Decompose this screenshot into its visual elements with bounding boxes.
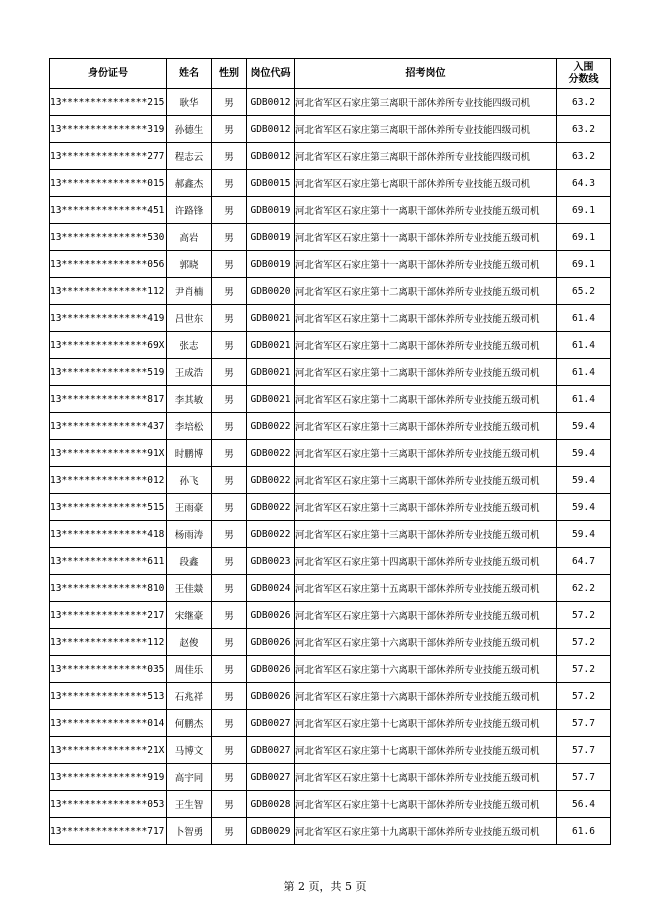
header-position: 招考岗位 (295, 59, 557, 89)
cell-code: GDB0022 (247, 467, 295, 494)
table-row (50, 89, 611, 116)
cell-id: 13***************035 (50, 656, 167, 683)
cell-id: 13***************513 (50, 683, 167, 710)
cell-id: 13***************717 (50, 818, 167, 845)
header-name: 姓名 (167, 59, 212, 89)
cell-name: 卜智勇 (167, 818, 212, 845)
cell-position: 河北省军区石家庄第三离职干部休养所专业技能四级司机 (295, 116, 557, 143)
cell-name: 马博文 (167, 737, 212, 764)
cell-code: GDB0023 (247, 548, 295, 575)
cell-position: 河北省军区石家庄第十七离职干部休养所专业技能五级司机 (295, 737, 557, 764)
cell-name: 郭晓 (167, 251, 212, 278)
cell-id: 13***************919 (50, 764, 167, 791)
cell-sex: 男 (212, 791, 247, 818)
cell-code: GDB0021 (247, 386, 295, 413)
table-row (50, 386, 611, 413)
cell-score: 56.4 (557, 791, 611, 818)
cell-name: 孙飞 (167, 467, 212, 494)
cell-id: 13***************530 (50, 224, 167, 251)
cell-score: 61.6 (557, 818, 611, 845)
cell-name: 石兆祥 (167, 683, 212, 710)
cell-score: 61.4 (557, 305, 611, 332)
cell-name: 高岩 (167, 224, 212, 251)
cell-sex: 男 (212, 521, 247, 548)
header-score-line1: 入围 (573, 61, 594, 73)
cell-position: 河北省军区石家庄第十二离职干部休养所专业技能五级司机 (295, 359, 557, 386)
cell-score: 69.1 (557, 251, 611, 278)
cell-id: 13***************215 (50, 89, 167, 116)
cell-name: 张志 (167, 332, 212, 359)
cell-name: 时鹏博 (167, 440, 212, 467)
header-id: 身份证号 (50, 59, 167, 89)
cell-sex: 男 (212, 197, 247, 224)
cell-score: 64.7 (557, 548, 611, 575)
cell-score: 64.3 (557, 170, 611, 197)
table-row (50, 278, 611, 305)
cell-code: GDB0022 (247, 440, 295, 467)
page-indicator: 第 2 页，共 5 页 (283, 880, 367, 893)
cell-code: GDB0022 (247, 494, 295, 521)
cell-score: 57.7 (557, 737, 611, 764)
cell-id: 13***************014 (50, 710, 167, 737)
table-row (50, 764, 611, 791)
table-row (50, 197, 611, 224)
cell-position: 河北省军区石家庄第十七离职干部休养所专业技能五级司机 (295, 710, 557, 737)
cell-position: 河北省军区石家庄第十一离职干部休养所专业技能五级司机 (295, 224, 557, 251)
cell-sex: 男 (212, 305, 247, 332)
cell-id: 13***************112 (50, 278, 167, 305)
cell-id: 13***************91X (50, 440, 167, 467)
table-row (50, 116, 611, 143)
cell-id: 13***************277 (50, 143, 167, 170)
cell-position: 河北省军区石家庄第七离职干部休养所专业技能五级司机 (295, 170, 557, 197)
cell-sex: 男 (212, 224, 247, 251)
cell-name: 王佳燚 (167, 575, 212, 602)
cell-id: 13***************451 (50, 197, 167, 224)
cell-position: 河北省军区石家庄第十一离职干部休养所专业技能五级司机 (295, 251, 557, 278)
cell-name: 王雨豪 (167, 494, 212, 521)
cell-score: 61.4 (557, 359, 611, 386)
cell-sex: 男 (212, 710, 247, 737)
cell-id: 13***************69X (50, 332, 167, 359)
cell-sex: 男 (212, 629, 247, 656)
cell-code: GDB0012 (247, 89, 295, 116)
cell-code: GDB0015 (247, 170, 295, 197)
cell-sex: 男 (212, 656, 247, 683)
results-table (49, 58, 611, 845)
cell-position: 河北省军区石家庄第十五离职干部休养所专业技能五级司机 (295, 575, 557, 602)
cell-score: 57.2 (557, 683, 611, 710)
cell-id: 13***************319 (50, 116, 167, 143)
cell-score: 63.2 (557, 89, 611, 116)
cell-position: 河北省军区石家庄第十二离职干部休养所专业技能五级司机 (295, 305, 557, 332)
cell-name: 高宇同 (167, 764, 212, 791)
cell-score: 63.2 (557, 143, 611, 170)
cell-position: 河北省军区石家庄第三离职干部休养所专业技能四级司机 (295, 89, 557, 116)
table-row (50, 143, 611, 170)
cell-sex: 男 (212, 278, 247, 305)
cell-id: 13***************515 (50, 494, 167, 521)
cell-name: 周佳乐 (167, 656, 212, 683)
cell-score: 57.7 (557, 764, 611, 791)
cell-position: 河北省军区石家庄第十九离职干部休养所专业技能五级司机 (295, 818, 557, 845)
table-row (50, 170, 611, 197)
cell-id: 13***************112 (50, 629, 167, 656)
cell-code: GDB0022 (247, 521, 295, 548)
cell-name: 吕世东 (167, 305, 212, 332)
cell-id: 13***************419 (50, 305, 167, 332)
cell-sex: 男 (212, 494, 247, 521)
cell-score: 69.1 (557, 224, 611, 251)
cell-id: 13***************053 (50, 791, 167, 818)
cell-id: 13***************817 (50, 386, 167, 413)
cell-score: 59.4 (557, 521, 611, 548)
cell-position: 河北省军区石家庄第十二离职干部休养所专业技能五级司机 (295, 386, 557, 413)
cell-name: 李培松 (167, 413, 212, 440)
cell-position: 河北省军区石家庄第十六离职干部休养所专业技能五级司机 (295, 629, 557, 656)
table-row (50, 305, 611, 332)
cell-code: GDB0026 (247, 683, 295, 710)
cell-position: 河北省军区石家庄第十三离职干部休养所专业技能五级司机 (295, 413, 557, 440)
cell-position: 河北省军区石家庄第十六离职干部休养所专业技能五级司机 (295, 602, 557, 629)
cell-id: 13***************810 (50, 575, 167, 602)
cell-position: 河北省军区石家庄第十六离职干部休养所专业技能五级司机 (295, 683, 557, 710)
table-body (50, 89, 611, 845)
header-score-line2: 分数线 (568, 73, 599, 85)
header-sex: 性别 (212, 59, 247, 89)
table-row (50, 656, 611, 683)
cell-id: 13***************611 (50, 548, 167, 575)
cell-name: 郝鑫杰 (167, 170, 212, 197)
cell-sex: 男 (212, 602, 247, 629)
cell-code: GDB0021 (247, 359, 295, 386)
table-row (50, 575, 611, 602)
cell-sex: 男 (212, 143, 247, 170)
cell-position: 河北省军区石家庄第三离职干部休养所专业技能四级司机 (295, 143, 557, 170)
cell-sex: 男 (212, 251, 247, 278)
cell-sex: 男 (212, 575, 247, 602)
cell-id: 13***************015 (50, 170, 167, 197)
cell-id: 13***************056 (50, 251, 167, 278)
cell-sex: 男 (212, 818, 247, 845)
cell-name: 段鑫 (167, 548, 212, 575)
cell-id: 13***************012 (50, 467, 167, 494)
table-row (50, 467, 611, 494)
cell-id: 13***************418 (50, 521, 167, 548)
table-row (50, 494, 611, 521)
cell-code: GDB0019 (247, 224, 295, 251)
cell-code: GDB0022 (247, 413, 295, 440)
table-row (50, 521, 611, 548)
header-code: 岗位代码 (247, 59, 295, 89)
cell-id: 13***************437 (50, 413, 167, 440)
cell-name: 程志云 (167, 143, 212, 170)
cell-code: GDB0021 (247, 305, 295, 332)
table-row (50, 548, 611, 575)
cell-score: 59.4 (557, 494, 611, 521)
cell-sex: 男 (212, 683, 247, 710)
table-row (50, 332, 611, 359)
table-row (50, 602, 611, 629)
table-row (50, 791, 611, 818)
table-row (50, 413, 611, 440)
cell-code: GDB0029 (247, 818, 295, 845)
cell-name: 李其敏 (167, 386, 212, 413)
cell-code: GDB0020 (247, 278, 295, 305)
cell-id: 13***************21X (50, 737, 167, 764)
cell-position: 河北省军区石家庄第十七离职干部休养所专业技能五级司机 (295, 764, 557, 791)
cell-score: 61.4 (557, 332, 611, 359)
cell-score: 61.4 (557, 386, 611, 413)
table-row (50, 251, 611, 278)
cell-score: 59.4 (557, 467, 611, 494)
cell-score: 69.1 (557, 197, 611, 224)
cell-name: 赵俊 (167, 629, 212, 656)
cell-code: GDB0027 (247, 710, 295, 737)
cell-position: 河北省军区石家庄第十七离职干部休养所专业技能五级司机 (295, 791, 557, 818)
cell-code: GDB0021 (247, 332, 295, 359)
cell-code: GDB0027 (247, 737, 295, 764)
cell-name: 许路锋 (167, 197, 212, 224)
cell-position: 河北省军区石家庄第十六离职干部休养所专业技能五级司机 (295, 656, 557, 683)
cell-sex: 男 (212, 386, 247, 413)
cell-sex: 男 (212, 89, 247, 116)
cell-score: 59.4 (557, 413, 611, 440)
cell-sex: 男 (212, 467, 247, 494)
cell-name: 孙德生 (167, 116, 212, 143)
cell-position: 河北省军区石家庄第十二离职干部休养所专业技能五级司机 (295, 332, 557, 359)
cell-position: 河北省军区石家庄第十四离职干部休养所专业技能五级司机 (295, 548, 557, 575)
cell-name: 杨雨涛 (167, 521, 212, 548)
table-row (50, 710, 611, 737)
cell-code: GDB0019 (247, 197, 295, 224)
cell-name: 耿华 (167, 89, 212, 116)
cell-sex: 男 (212, 413, 247, 440)
cell-code: GDB0024 (247, 575, 295, 602)
table-row (50, 737, 611, 764)
cell-sex: 男 (212, 116, 247, 143)
cell-name: 王生智 (167, 791, 212, 818)
cell-sex: 男 (212, 548, 247, 575)
table-row (50, 629, 611, 656)
cell-sex: 男 (212, 440, 247, 467)
cell-position: 河北省军区石家庄第十二离职干部休养所专业技能五级司机 (295, 278, 557, 305)
cell-code: GDB0026 (247, 656, 295, 683)
cell-id: 13***************217 (50, 602, 167, 629)
table-row (50, 683, 611, 710)
cell-score: 57.2 (557, 602, 611, 629)
cell-position: 河北省军区石家庄第十三离职干部休养所专业技能五级司机 (295, 494, 557, 521)
cell-sex: 男 (212, 359, 247, 386)
cell-position: 河北省军区石家庄第十三离职干部休养所专业技能五级司机 (295, 521, 557, 548)
cell-code: GDB0019 (247, 251, 295, 278)
cell-position: 河北省军区石家庄第十三离职干部休养所专业技能五级司机 (295, 467, 557, 494)
cell-name: 宋继豪 (167, 602, 212, 629)
cell-score: 57.7 (557, 710, 611, 737)
header-row (50, 59, 611, 89)
cell-position: 河北省军区石家庄第十一离职干部休养所专业技能五级司机 (295, 197, 557, 224)
cell-score: 57.2 (557, 656, 611, 683)
table-row (50, 818, 611, 845)
cell-name: 尹肖楠 (167, 278, 212, 305)
cell-code: GDB0012 (247, 116, 295, 143)
header-score (557, 59, 611, 89)
cell-code: GDB0012 (247, 143, 295, 170)
cell-id: 13***************519 (50, 359, 167, 386)
table-row (50, 359, 611, 386)
cell-position: 河北省军区石家庄第十三离职干部休养所专业技能五级司机 (295, 440, 557, 467)
cell-score: 59.4 (557, 440, 611, 467)
cell-sex: 男 (212, 764, 247, 791)
table-row (50, 440, 611, 467)
cell-name: 王成浩 (167, 359, 212, 386)
cell-score: 62.2 (557, 575, 611, 602)
cell-sex: 男 (212, 332, 247, 359)
table-row (50, 224, 611, 251)
cell-score: 57.2 (557, 629, 611, 656)
cell-name: 何鹏杰 (167, 710, 212, 737)
cell-code: GDB0026 (247, 629, 295, 656)
cell-code: GDB0027 (247, 764, 295, 791)
cell-sex: 男 (212, 737, 247, 764)
cell-score: 65.2 (557, 278, 611, 305)
cell-sex: 男 (212, 170, 247, 197)
cell-code: GDB0026 (247, 602, 295, 629)
cell-code: GDB0028 (247, 791, 295, 818)
cell-score: 63.2 (557, 116, 611, 143)
